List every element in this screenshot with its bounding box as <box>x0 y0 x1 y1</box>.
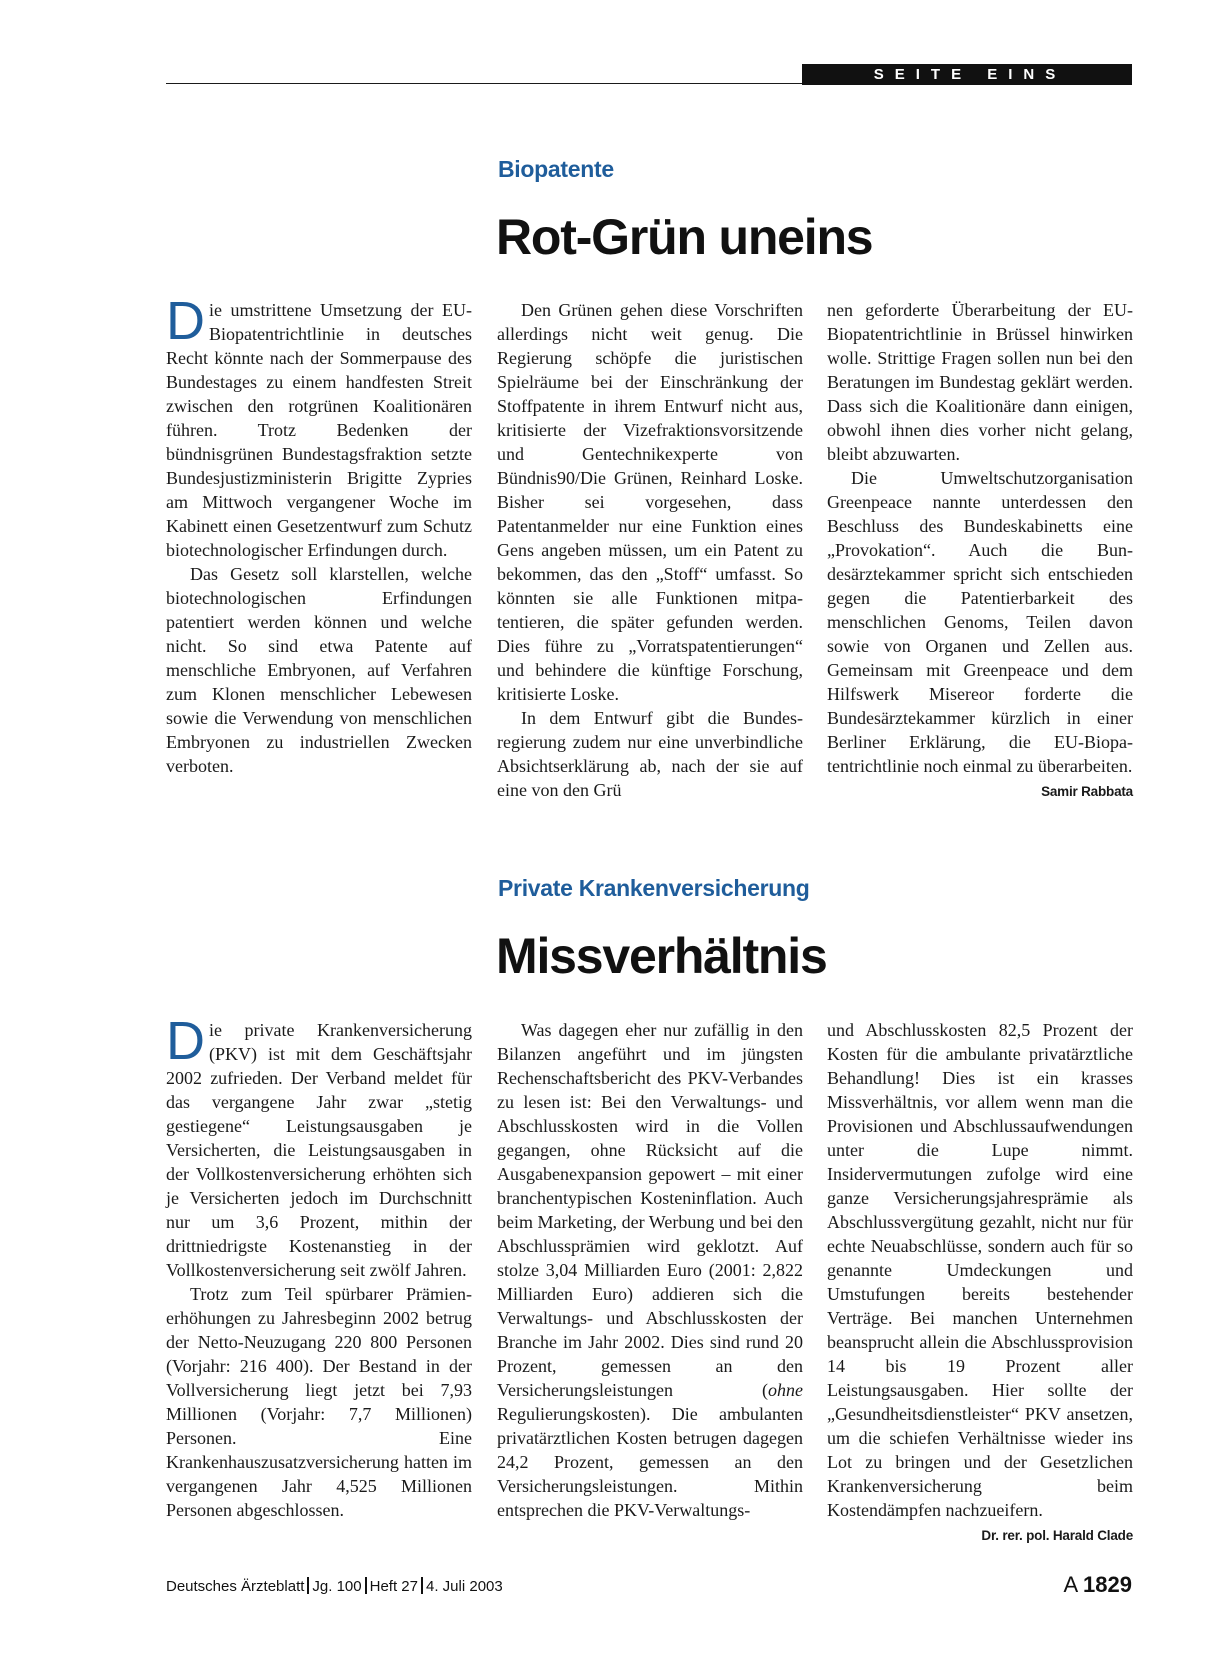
paragraph <box>497 1018 803 1522</box>
paragraph: Das Gesetz soll klarstellen, welche biotechnologischen Erfindungen patentiert werden können und welche nicht. So sind etwa Patente auf menschliche Embryonen, auf Verfahren zum Klonen menschlicher Lebewesen sowie die Verwendung von menschlichen Embryonen zu industriellen Zwecken verboten. <box>166 564 472 776</box>
page-number-value: 1829 <box>1083 1572 1132 1597</box>
paragraph: In dem Entwurf gibt die Bundesregierung zudem nur eine unverbindliche Absichtserklärung ab, nach der sie auf eine von den Grü <box>497 708 803 800</box>
article1-dropcap: D <box>166 291 205 351</box>
paragraph <box>827 1018 1133 1543</box>
paragraph: ie private Krankenversicherung (PKV) ist mit dem Geschäftsjahr 2002 zufrieden. Der Verband meldet für das vergangene Jahr zwar „stetig gestiegene“ Leistungsausgaben je Versicherten, die Leistungsausgaben in der Vollkostenversicherung erhöhten sich je Versicherten jedoch im Durchschnitt nur um 3,6 Prozent, mithin der drittniedrigste Kostenanstieg in der Vollkostenversicherung seit zwölf Jahren. <box>166 1020 472 1280</box>
paragraph <box>827 466 1133 799</box>
separator <box>365 1577 367 1594</box>
article2-dropcap: D <box>166 1011 205 1071</box>
paragraph: ie umstrittene Umsetzung der EU-Biopatentrichtlinie in deutsches Recht könnte nach der Sommerpause des Bundestages zu einem handfesten Streit zwischen den rotgrünen Koalitionären führen. Trotz Bedenken der bündnisgrünen Bundestagsfraktion setzte Bundesjustizministerin Brigitte Zypries am Mittwoch vergangener Woche im Kabinett einen Gesetzentwurf zum Schutz biotechnologischer Erfindungen durch. <box>166 300 472 560</box>
article1-column-3 <box>827 298 1133 804</box>
article2-column-3 <box>827 1018 1133 1548</box>
article1-column-2 <box>497 298 803 802</box>
page-number <box>1063 1572 1132 1598</box>
section-label: SEITE EINS <box>802 64 1132 85</box>
article2-headline: Missverhältnis <box>496 928 827 984</box>
paragraph-text: und Abschlusskosten 82,5 Prozent der Kosten für die ambulante privatärztliche Behandlung! Dies ist ein krasses Missverhältnis, vor allem wenn man die Provisionen und Abschlussaufwendungen unter die Lupe nimmt. Insidervermutungen zufolge wird eine ganze Versicherungsjahresprämie als Abschlussvergütung gezahlt, nicht nur für echte Neuabschlüsse, sondern auch für so genannte Umdeckungen und Umstufungen bereits bestehender Verträge. Bei manchen Unternehmen beansprucht allein die Abschlussprovision 14 bis 19 Prozent aller Leistungsausgaben. Hier sollte der „Gesundheitsdienstleister“ PKV ansetzen, um die schiefen Verhältnisse wieder ins Lot zu bringen und der Gesetzlichen Krankenversicherung beim Kostendämpfen nachzueifern. <box>827 1020 1133 1520</box>
emphasis: ohne <box>768 1380 803 1400</box>
paragraph-text: Was dagegen eher nur zufällig in den Bilanzen angeführt und im jüngsten Rechenschaftsbericht des PKV-Verbandes zu lesen ist: Bei den Verwaltungs- und Abschlusskosten wird in die Vollen gegangen, ohne Rücksicht auf die Ausgabenexpansion gepowert – mit einer branchentypischen Kosteninflation. Auch beim Marketing, der Werbung und bei den Abschlussprämien wird geklotzt. Auf stolze 3,04 Milliarden Euro (2001: 2,822 Milliarden Euro) addieren sich die Verwaltungs- und Abschlusskosten der Branche im Jahr 2002. Dies sind rund 20 Prozent, gemessen an den Versicherungsleistungen ( <box>497 1020 803 1400</box>
paragraph: Trotz zum Teil spürbarer Prämienerhöhungen zu Jahresbeginn 2002 betrug der Netto-Neuzugang 220 800 Personen (Vorjahr: 216 400). Der Bestand in der Vollversicherung liegt jetzt bei 7,93 Millionen (Vorjahr: 7,7 Millionen) Personen. Eine Krankenhauszusatzversicherung hatten im vergangenen Jahr 4,525 Millionen Personen abgeschlossen. <box>166 1284 472 1520</box>
article2-column-1 <box>166 1011 472 1522</box>
issue: Heft 27 <box>369 1578 418 1595</box>
article1-kicker: Biopatente <box>498 156 614 182</box>
article2-column-2 <box>497 1018 803 1522</box>
paragraph-text: Die Umweltschutzorganisation Greenpeace nannte unterdessen den Beschluss des Bundeskabinetts eine „Provokation“. Auch die Bundesärztekammer spricht sich entschieden gegen die Patentierbarkeit des menschlichen Genoms, Teilen davon sowie von Organen und Zellen aus. Gemeinsam mit Greenpeace und dem Hilfswerk Misereor forderte die Bundesärztekammer kürzlich in einer Berliner Erklärung, die EU-Biopatentrichtlinie noch einmal zu überarbeiten. <box>827 468 1133 776</box>
article2-author: Dr. rer. pol. Harald Clade <box>981 1528 1133 1543</box>
page-prefix: A <box>1063 1572 1077 1597</box>
article2-kicker: Private Krankenversicherung <box>498 875 810 901</box>
article1-column-1 <box>166 291 472 778</box>
paragraph: Den Grünen gehen diese Vorschriften allerdings nicht weit genug. Die Regierung schöpfe die juristischen Spielräume bei der Einschränkung der Stoffpatente in ihrem Entwurf nicht aus, kritisierte der Vizefraktionsvorsitzende und Gentechnikexperte von Bündnis90/Die Grünen, Reinhard Loske. Bisher sei vorgesehen, dass Patentanmelder nur eine Funktion eines Gens angeben müssen, um ein Patent zu bekommen, das den „Stoff“ umfasst. So könnten sie alle Funktionen mitpatentieren, die später gefunden werden. Dies führe zu „Vorratspatentierungen“ und behindere die künftige Forschung, kritisierte Loske. <box>497 300 803 704</box>
footer-citation <box>166 1577 503 1595</box>
separator <box>307 1577 309 1594</box>
article1-author: Samir Rabbata <box>1041 784 1133 799</box>
date: 4. Juli 2003 <box>426 1578 503 1595</box>
paragraph-text: Regulierungskosten). Die ambulanten privatärztlichen Kosten betrugen dagegen 24,2 Prozent, gemessen an den Versicherungsleistungen. Mithin entsprechen die PKV-Verwaltungs- <box>497 1404 803 1520</box>
volume: Jg. 100 <box>312 1578 362 1595</box>
paragraph: nen geforderte Überarbeitung der EU-Biopatentrichtlinie in Brüssel hinwirken wolle. Strittige Fragen sollen nun bei den Beratungen im Bundestag geklärt werden. Dass sich die Koalitionäre dann einigen, obwohl ihnen dies vorher nicht gelang, bleibt abzuwarten. <box>827 300 1133 464</box>
separator <box>421 1577 423 1594</box>
article1-headline: Rot-Grün uneins <box>496 209 873 265</box>
journal-name: Deutsches Ärzteblatt <box>166 1578 305 1595</box>
